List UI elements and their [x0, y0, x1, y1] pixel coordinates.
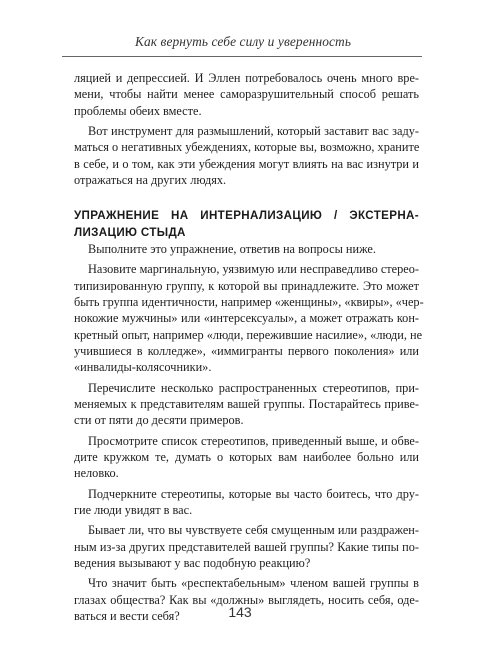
text-line: ведения вызывают у вас подобную реакцию? [74, 556, 311, 570]
text-line: в себе, и о том, как эти убеждения могут влиять на вас изнутри и [74, 156, 419, 171]
text-line: Вот инструмент для размышлений, который заставит вас заду- [88, 124, 419, 139]
text-line: Перечислите несколько распространенных стереотипов, при- [88, 380, 419, 395]
text-line: ным из-за других представителей вашей группы? Какие типы по- [74, 539, 419, 554]
heading-line: ЛИЗАЦИЮ СТЫДА [74, 225, 186, 239]
text-line: Выполните это упражнение, ответив на вопросы ниже. [88, 241, 376, 256]
text-line: глазах общества? Как вы «должны» выглядеть, носить себя, оде- [74, 592, 419, 607]
paragraph-continuation [74, 70, 419, 119]
text-line: сти от пяти до десяти примеров. [74, 413, 244, 428]
paragraph-group [74, 261, 424, 375]
page-body [74, 70, 424, 624]
text-line: типизированную группу, к которой вы принадлежите. Это может [74, 278, 419, 293]
paragraph-embarrassed [74, 522, 419, 571]
text-line: мени, чтобы найти менее саморазрушительный способ решать [74, 87, 419, 102]
text-line: нокожие мужчины» или «интерсексуалы», а может отражать кон- [74, 311, 419, 326]
text-line: Что значит быть «респектабельным» членом вашей группы в [88, 576, 419, 591]
text-line: меняемых к представителям вашей группы. Постарайтесь приве- [74, 396, 419, 411]
text-line: проблемы обеих вместе. [74, 103, 202, 118]
text-line: дите кружком те, думать о которых вам наиболее больно или [74, 449, 419, 464]
text-line: ваться и вести себя? [74, 609, 180, 624]
text-line: Подчеркните стереотипы, которые вы часто боитесь, что дру- [88, 486, 419, 501]
section-heading [74, 208, 419, 240]
page-number: 143 [228, 604, 252, 620]
text-line: отражаться на других людях. [74, 173, 227, 188]
text-line: маться о негативных убеждениях, которые вы, возможно, храните [74, 140, 420, 155]
paragraph-circle [74, 433, 419, 482]
text-line: Бывает ли, что вы чувствуете себя смущенным или раздражен- [88, 523, 419, 538]
running-header: Как вернуть себе силу и уверенность [134, 34, 352, 49]
text-line: Назовите маргинальную, уязвимую или несправедливо стерео- [88, 262, 419, 277]
text-line: быть группа идентичности, например «женщины», «квиры», «чер- [74, 294, 424, 309]
paragraph-underline [74, 486, 419, 519]
text-line: ляцией и депрессией. И Эллен потребовалось очень много вре- [74, 71, 419, 85]
text-line: «инвалиды-колясочники». [74, 360, 212, 375]
text-line: кретный опыт, например «люди, пережившие насилие», «люди, не [74, 327, 423, 342]
text-line: учившиеся в колледже», «иммигранты первого поколения» или [74, 343, 419, 358]
paragraph-stereotypes [74, 380, 419, 429]
header-divider [62, 56, 422, 57]
heading-line: УПРАЖНЕНИЕ НА ИНТЕРНАЛИЗАЦИЮ / ЭКСТЕРНА- [74, 209, 419, 223]
paragraph-instruction [74, 241, 419, 257]
text-line: неловко. [74, 466, 119, 481]
text-line: Просмотрите список стереотипов, приведенный выше, и обве- [88, 433, 419, 448]
text-line: гие люди увидят в вас. [74, 502, 193, 517]
paragraph-tool-intro [74, 123, 419, 188]
